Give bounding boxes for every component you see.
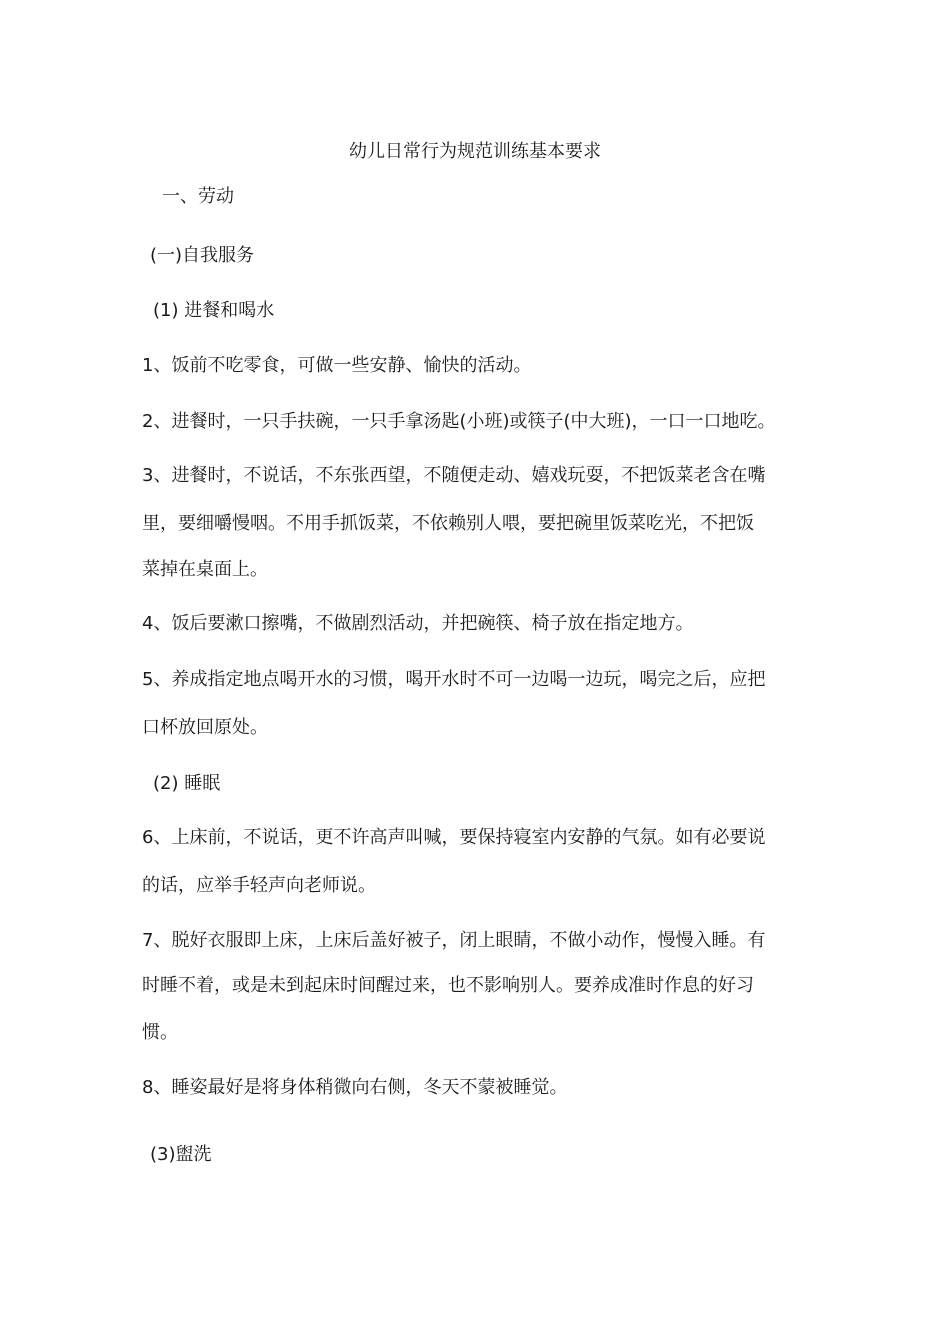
item-3-line-1: 3、进餐时，不说话，不东张西望，不随便走动、嬉戏玩耍，不把饭菜老含在嘴 [142, 465, 766, 486]
item-2: 2、进餐时，一只手扶碗，一只手拿汤匙(小班)或筷子(中大班)，一口一口地吃。 [142, 411, 776, 432]
item-6-line-1: 6、上床前，不说话，更不许高声叫喊，要保持寝室内安静的气氛。如有必要说 [142, 827, 766, 848]
item-4: 4、饭后要漱口擦嘴，不做剧烈活动，并把碗筷、椅子放在指定地方。 [142, 613, 694, 634]
sub-heading-washing: (3)盥洗 [150, 1144, 212, 1165]
subsection-heading-self-service: (一)自我服务 [150, 245, 255, 266]
item-1: 1、饭前不吃零食，可做一些安静、愉快的活动。 [142, 355, 532, 376]
item-5-line-2: 口杯放回原处。 [142, 717, 268, 738]
section-heading-labor: 一、劳动 [162, 186, 234, 207]
item-7-line-2: 时睡不着，或是未到起床时间醒过来，也不影响别人。要养成准时作息的好习 [142, 975, 754, 996]
item-7-line-1: 7、脱好衣服即上床，上床后盖好被子，闭上眼睛，不做小动作，慢慢入睡。有 [142, 930, 766, 951]
item-7-line-3: 惯。 [142, 1022, 178, 1043]
document-title: 幼儿日常行为规范训练基本要求 [349, 141, 601, 162]
item-8: 8、睡姿最好是将身体稍微向右侧，冬天不蒙被睡觉。 [142, 1077, 568, 1098]
item-5-line-1: 5、养成指定地点喝开水的习惯，喝开水时不可一边喝一边玩，喝完之后，应把 [142, 669, 766, 690]
item-6-line-2: 的话，应举手轻声向老师说。 [142, 875, 376, 896]
sub-heading-sleep: (2) 睡眠 [153, 773, 221, 794]
item-3-line-2: 里，要细嚼慢咽。不用手抓饭菜，不依赖别人喂，要把碗里饭菜吃光，不把饭 [142, 513, 754, 534]
sub-heading-eating-drinking: (1) 进餐和喝水 [153, 300, 275, 321]
item-3-line-3: 菜掉在桌面上。 [142, 559, 268, 580]
